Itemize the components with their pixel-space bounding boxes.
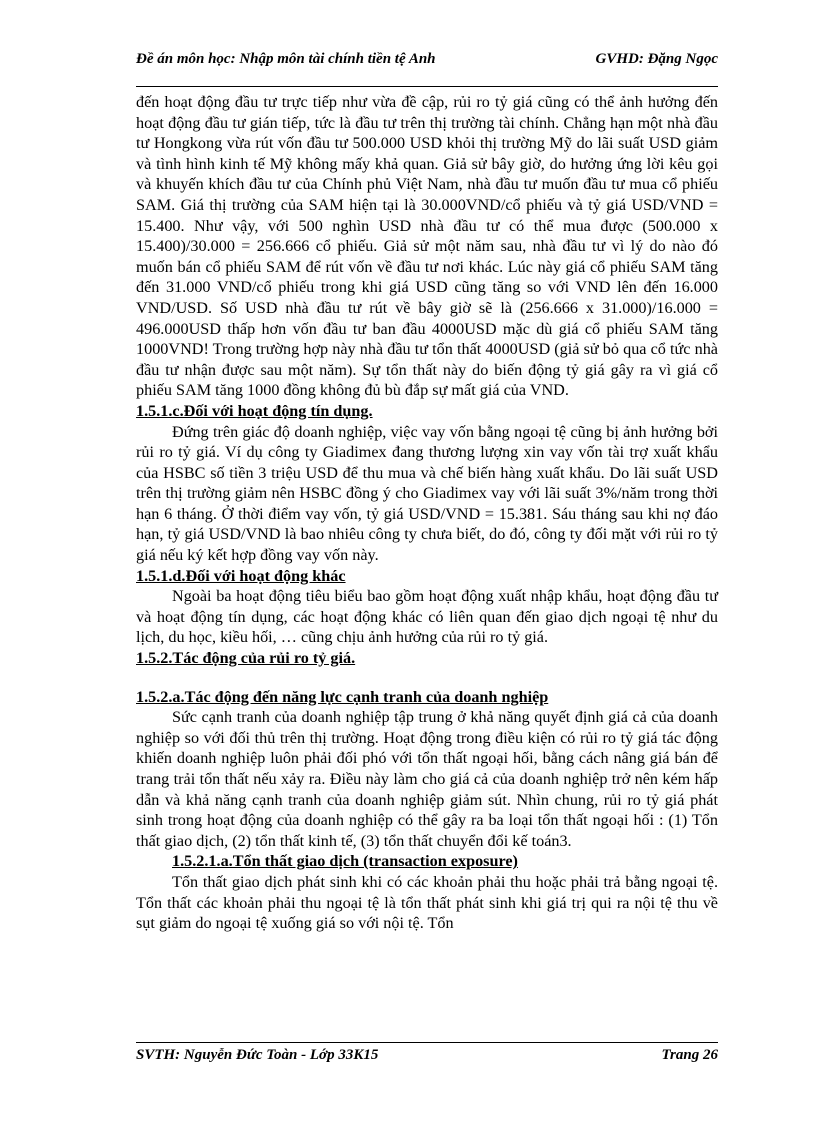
footer-student: SVTH: Nguyễn Đức Toàn - Lớp 33K15 (136, 1047, 379, 1063)
heading-other-activities: 1.5.1.d.Đối với hoạt động khác (136, 566, 346, 585)
paragraph-transaction-exposure: Tổn thất giao dịch phát sinh khi có các khoản phải thu hoặc phải trả bằng ngoại tệ. Tổn thất các khoản phải thu ngoại tệ là tổn thất phát sinh khi giá trị qui ra nội tệ thu về sụt giảm do ngoại tệ xuống giá so với nội tệ. Tổn (136, 872, 718, 933)
paragraph-credit: Đứng trên giác độ doanh nghiệp, việc vay vốn bằng ngoại tệ cũng bị ảnh hưởng bởi rủi ro tỷ giá. Ví dụ công ty Giadimex đang thương lượng xin vay vốn tài trợ xuất khẩu của HSBC số tiền 3 triệu USD để thu mua và chế biến hàng xuất khẩu. Do lãi suất USD trên thị trường giảm nên HSBC đồng ý cho Giadimex vay với lãi suất 3%/năm trong thời hạn 6 tháng. Ở thời điểm vay vốn, tỷ giá USD/VND = 15.381. Sáu tháng sau khi nợ đáo hạn, tỷ giá USD/VND là bao nhiêu công ty chưa biết, do đó, công ty đối mặt với rủi ro tỷ giá nếu ký kết hợp đồng vay vốn này. (136, 422, 718, 565)
header-course-title: Đề án môn học: Nhập môn tài chính tiền tệ Anh (136, 51, 436, 67)
paragraph-other: Ngoài ba hoạt động tiêu biểu bao gồm hoạt động xuất nhập khẩu, hoạt động đầu tư và hoạt động tín dụng, các hoạt động khác có liên quan đến giao dịch ngoại tệ như du lịch, du học, kiều hối, … cũng chịu ảnh hưởng của rủi ro tỷ giá. (136, 587, 718, 647)
paragraph-competitiveness: Sức cạnh tranh của doanh nghiệp tập trung ở khả năng quyết định giá cả của doanh nghiệp so với đối thủ trên thị trường. Hoạt động trong điều kiện có rủi ro tỷ giá tác động khiến doanh nghiệp luôn phải đối phó với tổn thất ngoại hối, bằng cách nâng giá bán để trang trải tổn thất nếu xảy ra. Điều này làm cho giá cả của doanh nghiệp trở nên kém hấp dẫn và khả năng cạnh tranh của doanh nghiệp giảm sút. Nhìn chung, rủi ro tỷ giá phát sinh trong hoạt động của doanh nghiệp có thể gây ra ba loại tổn thất ngoại hối : (1) Tổn thất giao dịch, (2) tổn thất kinh tế, (3) tổn thất chuyển đổi kế toán3. (136, 708, 718, 850)
paragraph-investment: đến hoạt động đầu tư trực tiếp như vừa đề cập, rủi ro tỷ giá cũng có thể ảnh hưởng đến hoạt động đầu tư gián tiếp, tức là đầu tư trên thị trường tài chính. Chẳng hạn một nhà đầu tư Hongkong vừa rút vốn đầu tư 500.000 USD khỏi thị trường Mỹ do lãi suất USD giảm và tình hình kinh tế Mỹ không mấy khả quan. Giả sử bây giờ, do hưởng ứng lời kêu gọi và khuyến khích đầu tư của Chính phủ Việt Nam, nhà đầu tư muốn đầu tư mua cổ phiếu SAM. Giá thị trường của SAM hiện tại là 30.000VND/cổ phiếu và tỷ giá USD/VND = 15.400. Như vậy, với 500 nghìn USD nhà đầu tư có thể mua được (500.000 x 15.400)/30.000 = 256.666 cổ phiếu. Giả sử một năm sau, nhà đầu tư vì lý do nào đó muốn bán cổ phiếu SAM để rút vốn về đầu tư nơi khác. Lúc này giá cổ phiếu SAM tăng đến 31.000 VND/cổ phiếu trong khi giá USD cũng tăng so với VND lên đến 16.000 VND/USD. Số USD nhà đầu tư rút về bây giờ sẽ là (256.666 x 31.000)/16.000 = 496.000USD thấp hơn vốn đầu tư ban đầu 4000USD mặc dù giá cổ phiếu SAM tăng 1000VND! Trong trường hợp này nhà đầu tư tổn thất 4000USD (giả sử bỏ qua cổ tức nhà đầu tư nhận được sau một năm). Sự tổn thất này do biến động tỷ giá gây ra vì giá cổ phiếu SAM tăng 1000 đồng không đủ bù đắp sự mất giá của VND. (136, 93, 718, 400)
page-header (136, 50, 718, 87)
footer-page-number: Trang 26 (661, 1047, 718, 1063)
heading-impact: 1.5.2.Tác động của rủi ro tỷ giá. (136, 649, 356, 668)
heading-credit-activity: 1.5.1.c.Đối với hoạt động tín dụng. (136, 401, 373, 420)
heading-competitiveness: 1.5.2.a.Tác động đến năng lực cạnh tranh của doanh nghiệp (136, 687, 549, 706)
header-instructor: GVHD: Đặng Ngọc (595, 51, 718, 67)
page-body (136, 92, 718, 934)
page-footer (136, 1042, 718, 1064)
heading-transaction-exposure: 1.5.2.1.a.Tổn thất giao dịch (transaction exposure) (172, 852, 518, 871)
